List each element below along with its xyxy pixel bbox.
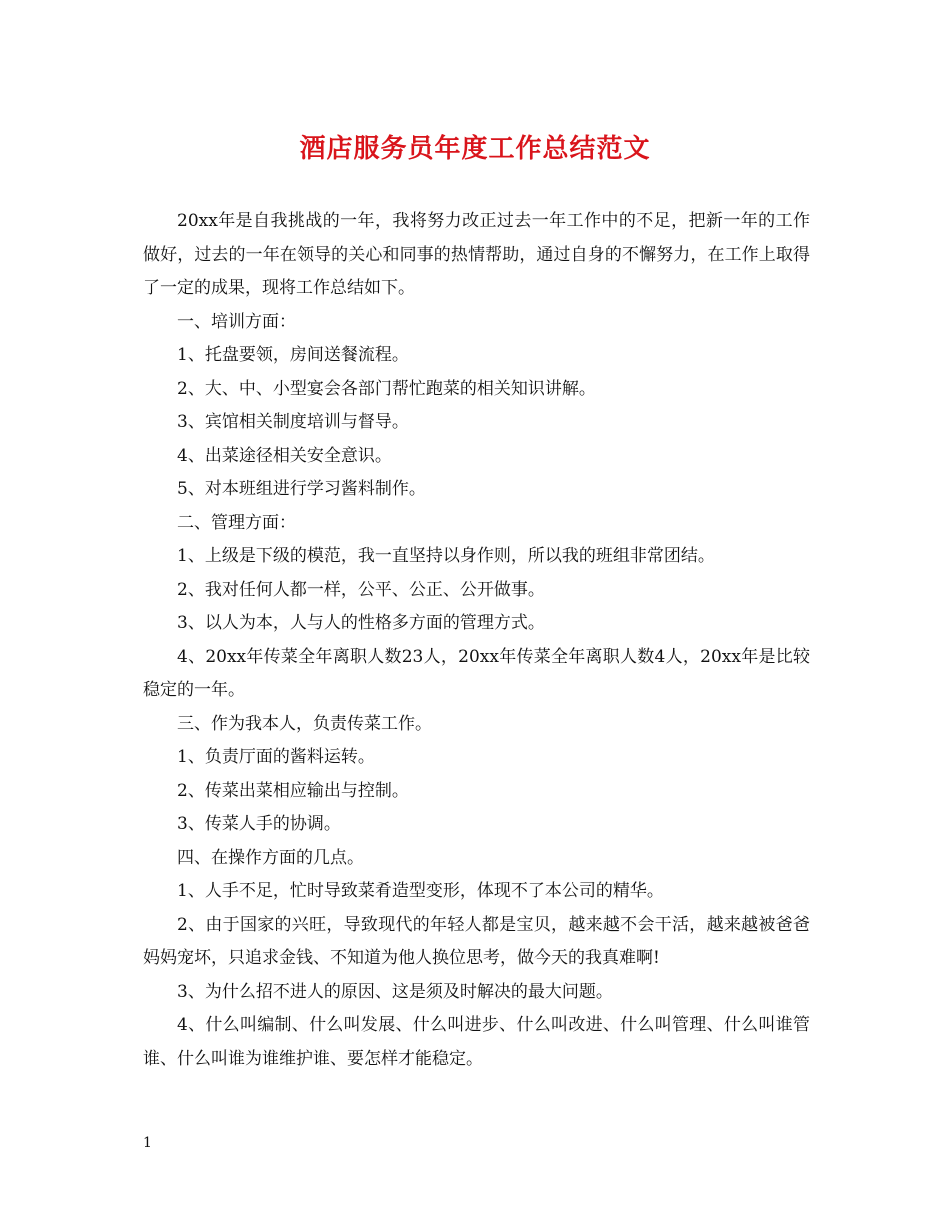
list-item: 4、20xx年传菜全年离职人数23人，20xx年传菜全年离职人数4人，20xx年是比较稳定的一年。: [143, 646, 810, 700]
section-heading-personal: 三、作为我本人，负责传菜工作。: [177, 713, 432, 734]
paragraph-intro: 20xx年是自我挑战的一年，我将努力改正过去一年工作中的不足，把新一年的工作做好，过去的一年在领导的关心和同事的热情帮助，通过自身的不懈努力，在工作上取得了一定的成果，现将工作总结如下。: [143, 211, 810, 298]
list-item: 2、传菜出菜相应输出与控制。: [177, 780, 409, 801]
page-number: 1: [143, 1135, 152, 1151]
list-item: 2、大、中、小型宴会各部门帮忙跑菜的相关知识讲解。: [177, 378, 596, 399]
list-item: 1、人手不足，忙时导致菜肴造型变形，体现不了本公司的精华。: [177, 881, 664, 901]
list-item: 2、由于国家的兴旺，导致现代的年轻人都是宝贝，越来越不会干活，越来越被爸爸妈妈宠坏，只追求金钱、不知道为他人换位思考，做今天的我真难啊!: [143, 914, 810, 968]
document-body: [143, 205, 810, 1076]
section-heading-management: 二、管理方面：: [177, 512, 296, 533]
section-heading-training: 一、培训方面：: [177, 311, 296, 332]
document-title: 酒店服务员年度工作总结范文: [299, 134, 651, 164]
list-item: 3、传菜人手的协调。: [177, 814, 341, 834]
section-heading-operations: 四、在操作方面的几点。: [177, 847, 364, 868]
list-item: 1、负责厅面的酱料运转。: [177, 747, 375, 767]
list-item: 3、以人为本，人与人的性格多方面的管理方式。: [177, 613, 545, 633]
list-item: 2、我对任何人都一样，公平、公正、公开做事。: [177, 579, 545, 600]
list-item: 1、托盘要领，房间送餐流程。: [177, 345, 409, 365]
list-item: 3、为什么招不进人的原因、这是须及时解决的最大问题。: [177, 981, 613, 1002]
list-item: 5、对本班组进行学习酱料制作。: [177, 479, 426, 499]
list-item: 1、上级是下级的模范，我一直坚持以身作则，所以我的班组非常团结。: [177, 546, 715, 566]
list-item: 4、出菜途径相关安全意识。: [177, 445, 392, 466]
list-item: 4、什么叫编制、什么叫发展、什么叫进步、什么叫改进、什么叫管理、什么叫谁管谁、什么叫谁为谁维护谁、要怎样才能稳定。: [143, 1015, 810, 1069]
list-item: 3、宾馆相关制度培训与督导。: [177, 412, 409, 432]
